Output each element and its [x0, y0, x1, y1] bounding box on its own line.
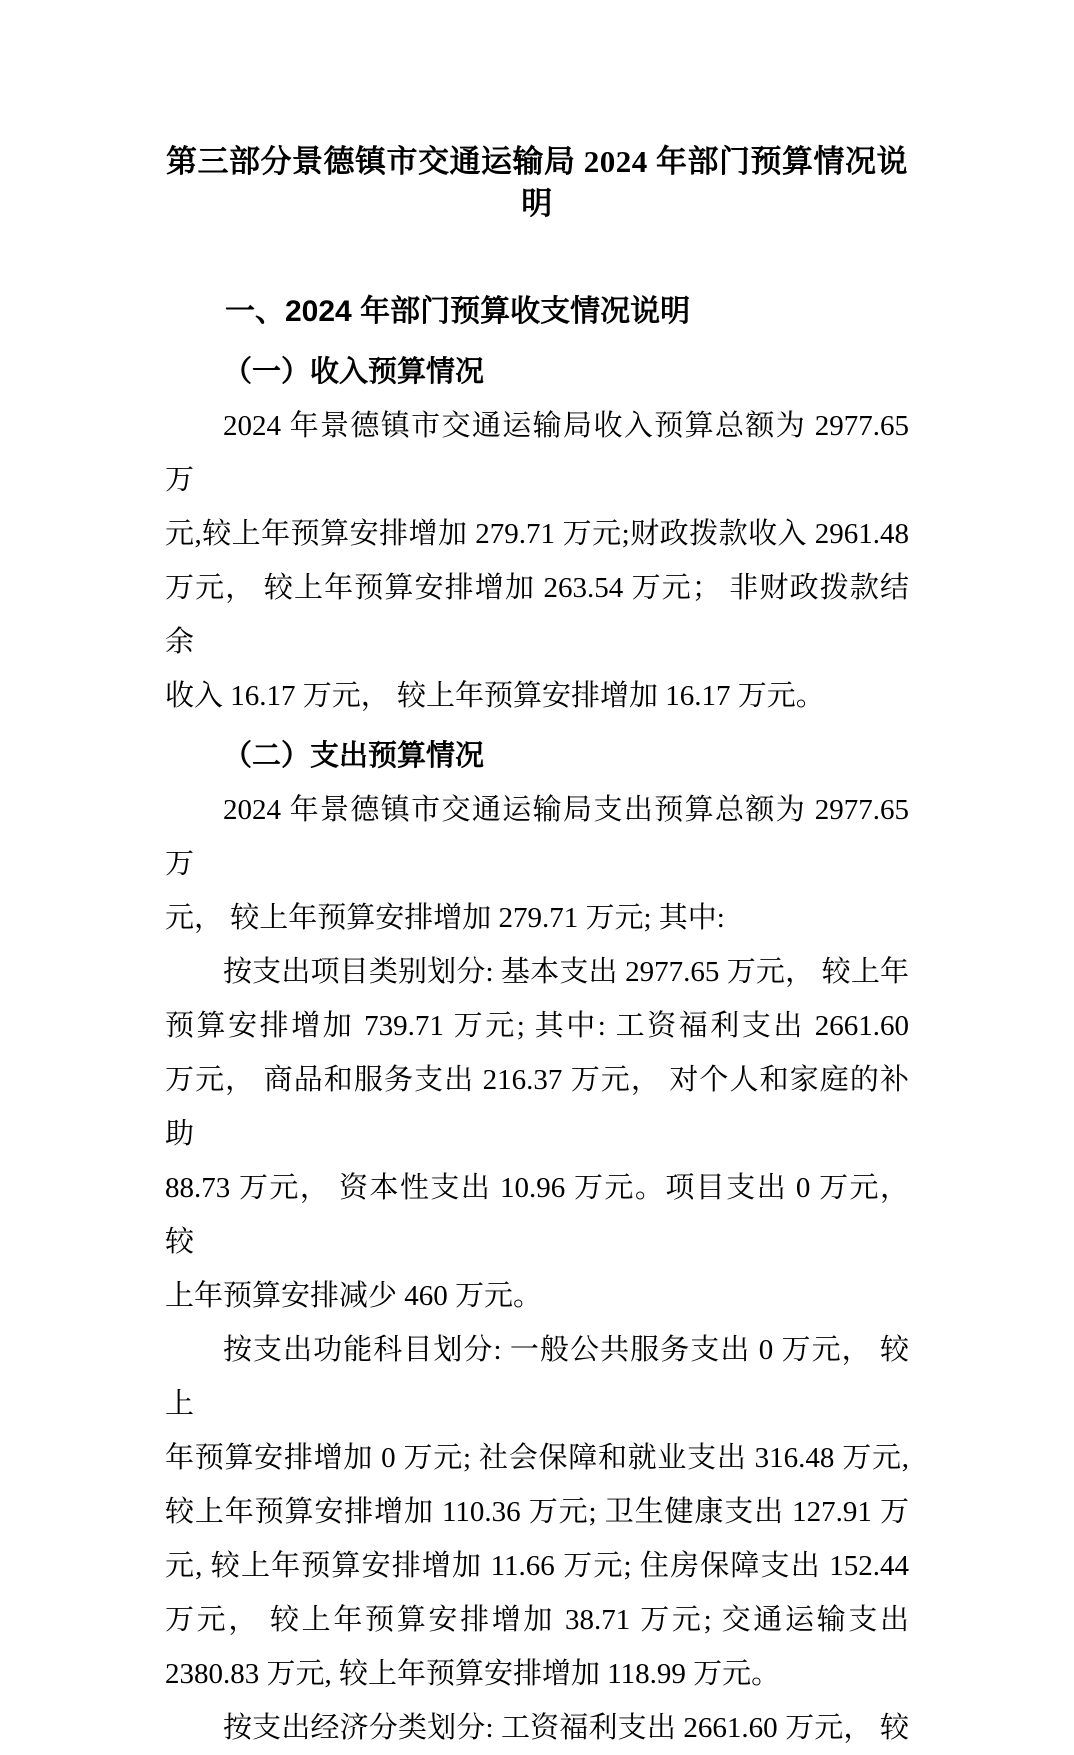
- subsection-heading-income: （一）收入预算情况: [223, 356, 485, 388]
- text-line: 收入 16.17 万元， 较上年预算安排增加 16.17 万元。: [165, 680, 825, 712]
- text-line: 元， 较上年预算安排增加 279.71 万元; 其中:: [165, 902, 725, 934]
- text-line: 按支出经济分类划分: 工资福利支出 2661.60 万元， 较: [223, 1712, 909, 1744]
- subsection-heading-expense: （二）支出预算情况: [223, 740, 485, 772]
- text-line: 2380.83 万元, 较上年预算安排增加 118.99 万元。: [165, 1658, 781, 1690]
- section-heading-overview: 一、2024 年部门预算收支情况说明: [225, 295, 691, 328]
- text-line: 万元， 商品和服务支出 216.37 万元， 对个人和家庭的补助: [165, 1064, 909, 1150]
- text-line: 按支出项目类别划分: 基本支出 2977.65 万元， 较上年: [223, 956, 909, 988]
- text-line: 较上年预算安排增加 110.36 万元; 卫生健康支出 127.91 万: [165, 1496, 909, 1528]
- paragraph-expense-by-project: [165, 945, 909, 1323]
- document-content: [165, 0, 909, 1755]
- text-line: 万元， 较上年预算安排增加 38.71 万元; 交通运输支出: [165, 1604, 909, 1636]
- text-line: 2024 年景德镇市交通运输局收入预算总额为 2977.65 万: [165, 410, 909, 496]
- text-line: 2024 年景德镇市交通运输局支出预算总额为 2977.65 万: [165, 794, 909, 880]
- paragraph-expense-by-economic: [165, 1701, 909, 1755]
- text-line: 万元， 较上年预算安排增加 263.54 万元； 非财政拨款结余: [165, 572, 909, 658]
- text-line: 预算安排增加 739.71 万元; 其中: 工资福利支出 2661.60: [165, 1010, 909, 1042]
- document-title: 第三部分景德镇市交通运输局 2024 年部门预算情况说明: [166, 144, 908, 221]
- text-line: 元,较上年预算安排增加 279.71 万元;财政拨款收入 2961.48: [165, 518, 909, 550]
- paragraph-expense-total: [165, 783, 909, 945]
- text-line: 按支出功能科目划分: 一般公共服务支出 0 万元， 较上: [165, 1334, 909, 1420]
- text-line: 元, 较上年预算安排增加 11.66 万元; 住房保障支出 152.44: [165, 1550, 909, 1582]
- paragraph-income: [165, 399, 909, 723]
- text-line: 88.73 万元， 资本性支出 10.96 万元。项目支出 0 万元， 较: [165, 1172, 909, 1258]
- text-line: 年预算安排增加 0 万元; 社会保障和就业支出 316.48 万元,: [165, 1442, 909, 1474]
- text-line: 上年预算安排减少 460 万元。: [165, 1280, 543, 1312]
- paragraph-expense-by-function: [165, 1323, 909, 1701]
